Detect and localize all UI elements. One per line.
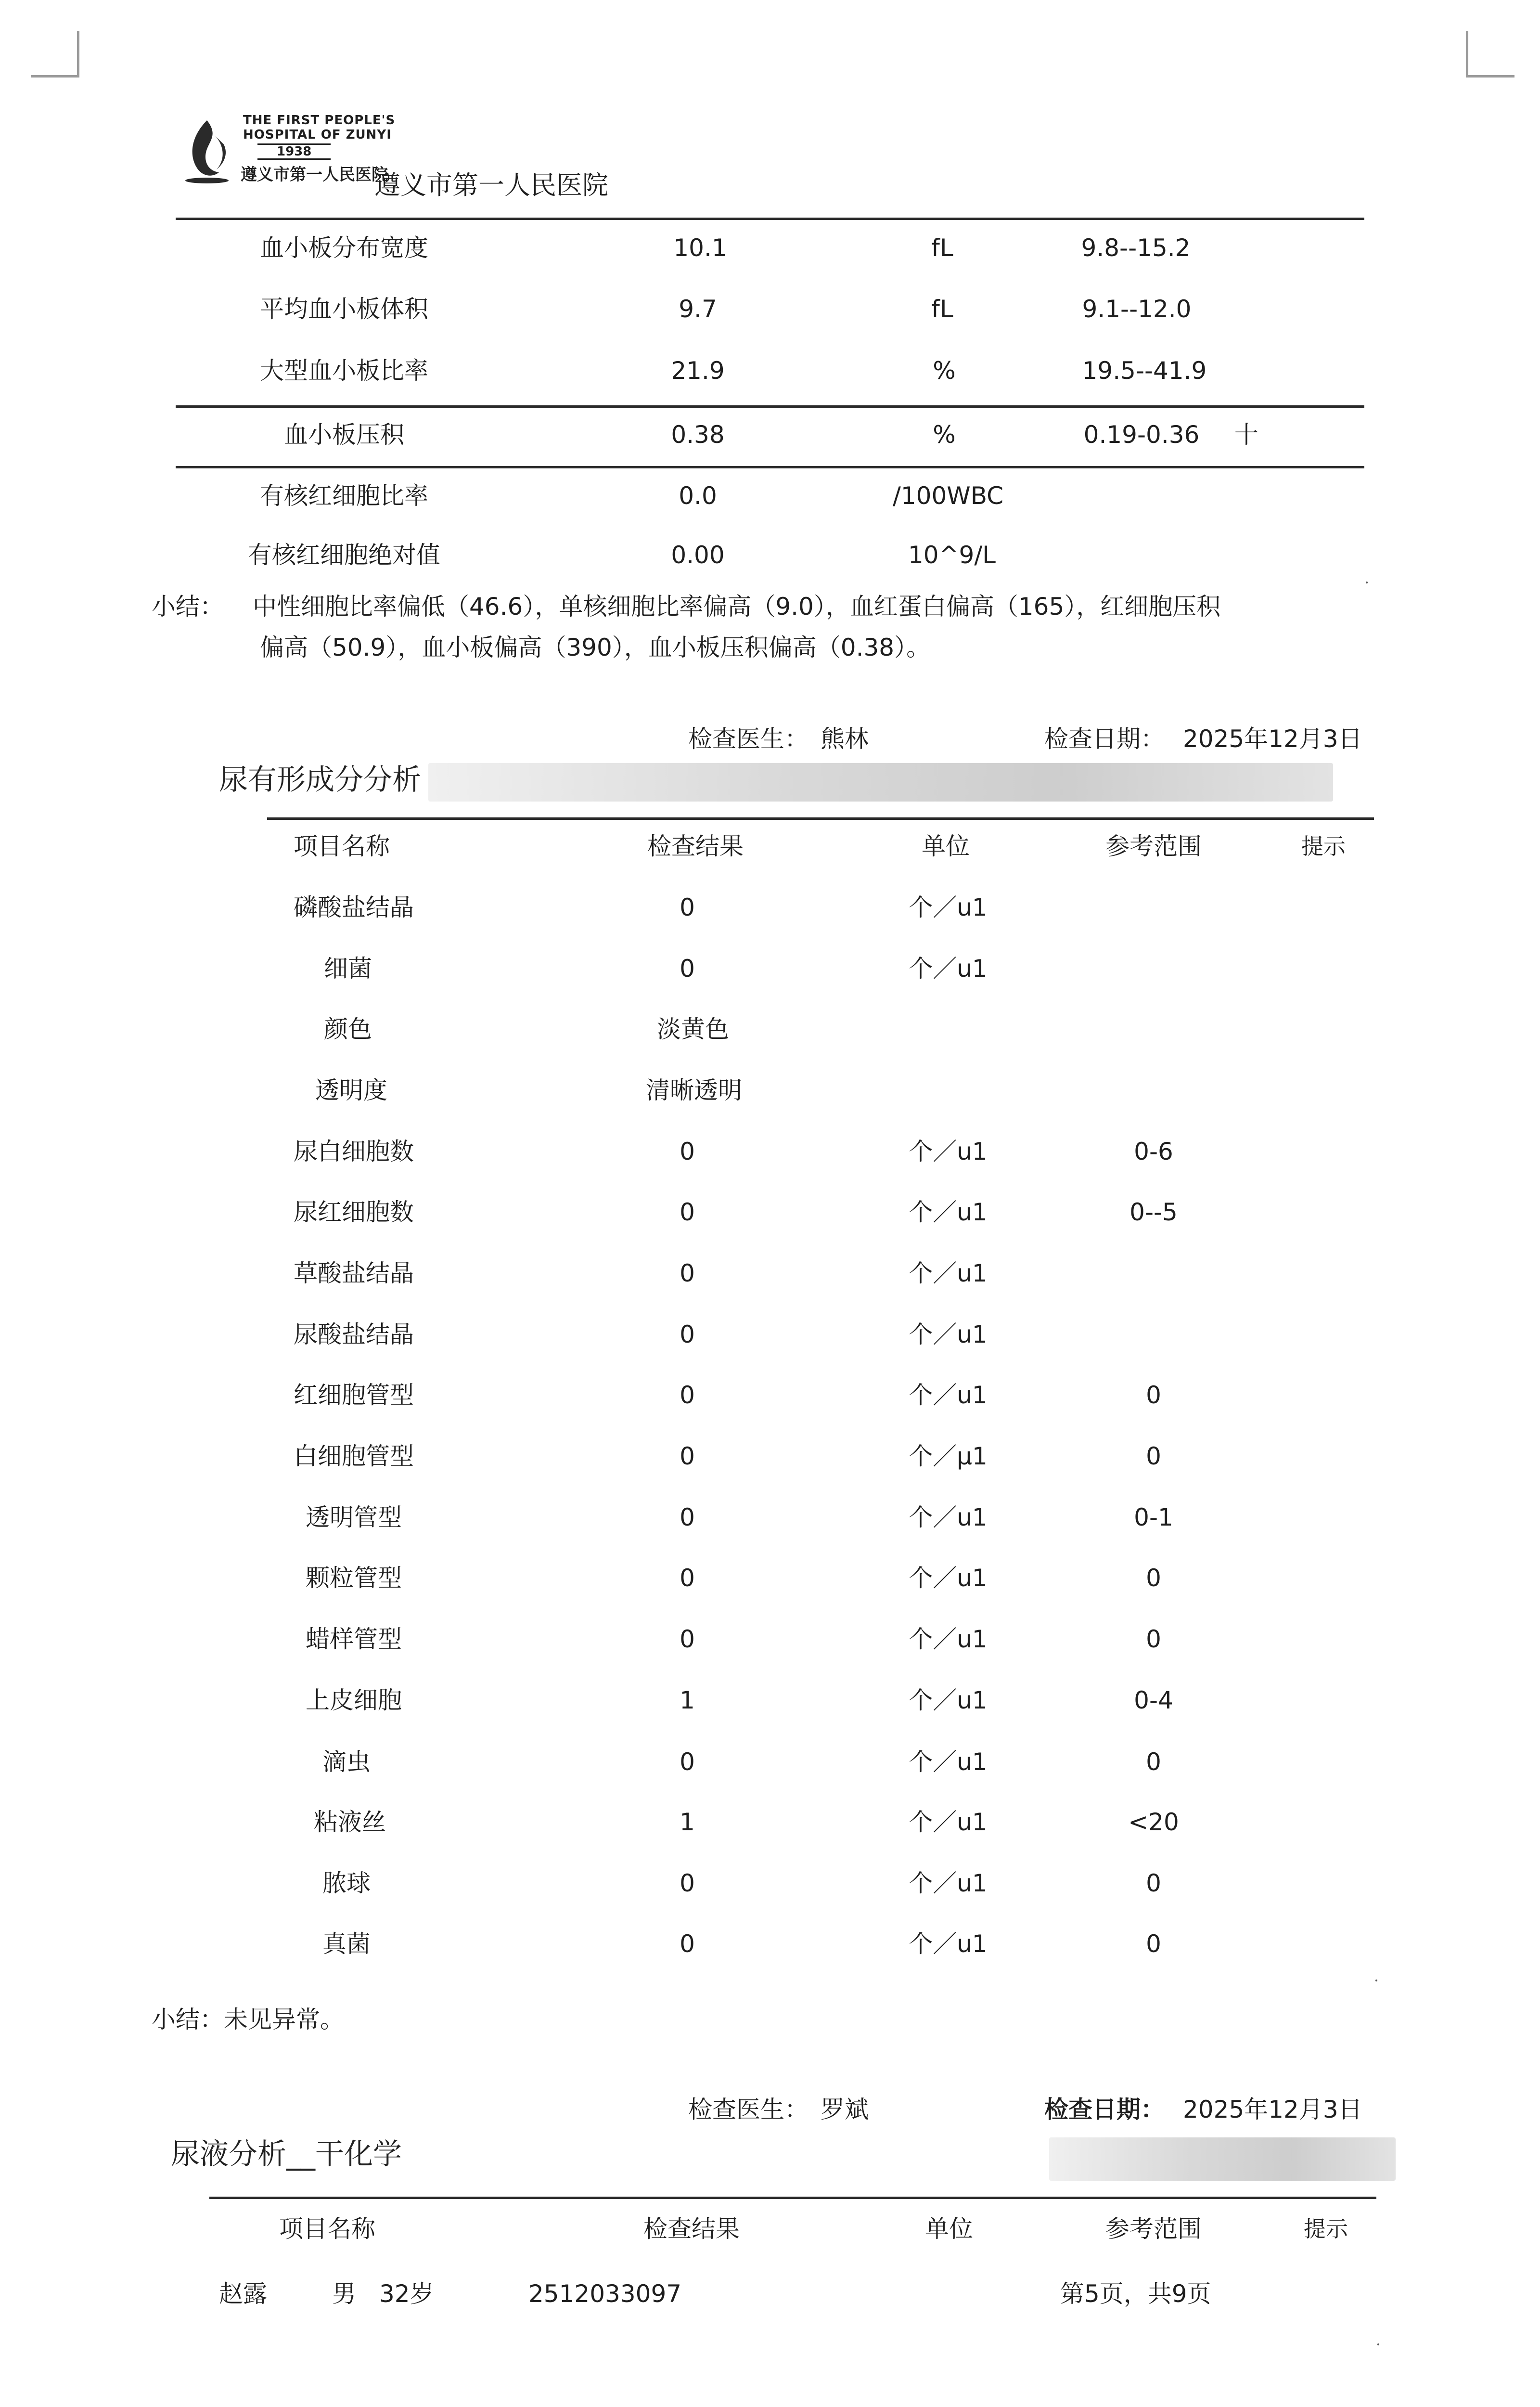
item-unit: 个／u1 bbox=[909, 1138, 988, 1165]
item-name: 血小板分布宽度 bbox=[260, 234, 428, 262]
item-result: 0 bbox=[680, 1869, 695, 1897]
item-unit: 个／u1 bbox=[909, 1686, 988, 1714]
row-divider bbox=[176, 405, 1364, 408]
item-name: 脓球 bbox=[322, 1869, 371, 1897]
item-range: 0 bbox=[1146, 1930, 1161, 1958]
item-range: 0-1 bbox=[1134, 1503, 1173, 1531]
item-result: 0 bbox=[680, 1503, 695, 1531]
summary-line-1: 中性细胞比率偏低（46.6），单核细胞比率偏高（9.0），血红蛋白偏高（165），红细胞压积 bbox=[253, 593, 1221, 621]
item-result: 0 bbox=[680, 1320, 695, 1348]
item-range: 0--5 bbox=[1129, 1198, 1178, 1226]
corner-mark-top-right bbox=[1466, 31, 1514, 78]
item-unit: 个／u1 bbox=[909, 1381, 988, 1409]
item-unit: 个／u1 bbox=[909, 1564, 988, 1592]
item-name: 红细胞管型 bbox=[294, 1381, 414, 1409]
section-divider bbox=[209, 2197, 1376, 2199]
item-unit: 个／u1 bbox=[909, 1625, 988, 1653]
item-name: 有核红细胞比率 bbox=[260, 482, 428, 510]
item-range: 9.1--12.0 bbox=[1082, 295, 1192, 323]
item-result: 0.0 bbox=[679, 482, 717, 510]
item-name: 白细胞管型 bbox=[294, 1442, 414, 1470]
header-unit: 单位 bbox=[925, 2215, 973, 2243]
item-result: 1 bbox=[680, 1808, 695, 1836]
item-unit: 个／u1 bbox=[909, 1748, 988, 1776]
item-result: 清晰透明 bbox=[646, 1076, 742, 1104]
summary-label: 小结： bbox=[152, 593, 224, 621]
item-name: 平均血小板体积 bbox=[260, 295, 428, 323]
logo-text-cn: 遵义市第一人民医院 bbox=[241, 165, 388, 184]
doctor-label: 检查医生： bbox=[688, 725, 808, 753]
scan-speck bbox=[1375, 1980, 1377, 1981]
item-range: 0 bbox=[1146, 1748, 1161, 1776]
item-range: <20 bbox=[1128, 1808, 1179, 1836]
scan-speck bbox=[1377, 2343, 1379, 2345]
item-result: 0 bbox=[680, 1930, 695, 1958]
item-unit: % bbox=[933, 421, 956, 449]
item-unit: 个／u1 bbox=[909, 1930, 988, 1958]
item-unit: 个／u1 bbox=[909, 893, 988, 921]
item-result: 0.38 bbox=[671, 421, 725, 449]
section-divider bbox=[267, 817, 1374, 820]
item-range: 9.8--15.2 bbox=[1081, 234, 1191, 262]
item-range: 0 bbox=[1146, 1869, 1161, 1897]
item-unit: 个／u1 bbox=[909, 1869, 988, 1897]
item-result: 0 bbox=[680, 1442, 695, 1470]
item-result: 9.7 bbox=[679, 295, 717, 323]
item-result: 0.00 bbox=[671, 541, 725, 569]
item-name: 血小板压积 bbox=[284, 421, 404, 449]
flame-logo-icon bbox=[178, 116, 241, 188]
item-unit: /100WBC bbox=[892, 482, 1004, 510]
header-divider bbox=[176, 218, 1364, 220]
header-range: 参考范围 bbox=[1105, 2215, 1202, 2243]
item-unit: 个／u1 bbox=[909, 1808, 988, 1836]
header-unit: 单位 bbox=[922, 832, 970, 860]
item-name: 真菌 bbox=[322, 1930, 371, 1958]
header-name: 项目名称 bbox=[294, 832, 390, 860]
item-result: 0 bbox=[680, 893, 695, 921]
item-result: 淡黄色 bbox=[657, 1015, 729, 1043]
logo-year: 1938 bbox=[257, 143, 331, 160]
item-name: 尿白细胞数 bbox=[294, 1138, 414, 1165]
item-result: 0 bbox=[680, 1259, 695, 1287]
item-name: 颜色 bbox=[324, 1015, 372, 1043]
item-result: 0 bbox=[680, 1564, 695, 1592]
item-result: 0 bbox=[680, 1625, 695, 1653]
item-range: 0 bbox=[1146, 1381, 1161, 1409]
section-title: 尿有形成分分析 bbox=[219, 763, 421, 797]
item-name: 尿酸盐结晶 bbox=[294, 1320, 414, 1348]
abnormal-flag: 十 bbox=[1234, 421, 1258, 449]
patient-id: 2512033097 bbox=[528, 2280, 682, 2308]
section-title: 尿液分析__干化学 bbox=[171, 2137, 402, 2171]
summary-text: 小结：未见异常。 bbox=[152, 2006, 344, 2033]
item-range: 0 bbox=[1146, 1442, 1161, 1470]
header-result: 检查结果 bbox=[647, 832, 744, 860]
exam-date: 2025年12月3日 bbox=[1183, 725, 1362, 753]
header-name: 项目名称 bbox=[279, 2215, 375, 2243]
row-divider bbox=[176, 466, 1364, 468]
item-result: 21.9 bbox=[671, 357, 725, 385]
item-name: 蜡样管型 bbox=[306, 1625, 402, 1653]
item-name: 粘液丝 bbox=[314, 1808, 386, 1836]
patient-name: 赵露 bbox=[219, 2280, 267, 2308]
item-unit: 个／u1 bbox=[909, 1503, 988, 1531]
item-name: 滴虫 bbox=[322, 1748, 371, 1776]
item-unit: 个／u1 bbox=[909, 1198, 988, 1226]
date-label: 检查日期： bbox=[1044, 2096, 1165, 2123]
item-result: 0 bbox=[680, 1381, 695, 1409]
item-result: 1 bbox=[680, 1686, 695, 1714]
item-range: 0.19-0.36 bbox=[1083, 421, 1200, 449]
item-unit: fL bbox=[931, 234, 953, 262]
item-range: 0-6 bbox=[1134, 1138, 1173, 1165]
item-name: 上皮细胞 bbox=[306, 1686, 402, 1714]
header-flag: 提示 bbox=[1304, 2216, 1348, 2242]
doctor-label: 检查医生： bbox=[688, 2096, 808, 2123]
hospital-name: 遵义市第一人民医院 bbox=[374, 170, 608, 200]
item-range: 0 bbox=[1146, 1625, 1161, 1653]
header-range: 参考范围 bbox=[1105, 832, 1202, 860]
summary-line-2: 偏高（50.9），血小板偏高（390），血小板压积偏高（0.38）。 bbox=[260, 634, 931, 661]
item-unit: 个／u1 bbox=[909, 955, 988, 983]
doctor-name: 熊林 bbox=[821, 725, 869, 753]
item-name: 草酸盐结晶 bbox=[294, 1259, 414, 1287]
item-name: 透明度 bbox=[315, 1076, 387, 1104]
corner-mark-top-left bbox=[31, 31, 79, 78]
item-name: 颗粒管型 bbox=[306, 1564, 402, 1592]
item-name: 有核红细胞绝对值 bbox=[248, 541, 440, 569]
date-label: 检查日期： bbox=[1044, 725, 1165, 753]
page-number: 第5页，共9页 bbox=[1060, 2280, 1211, 2308]
header-result: 检查结果 bbox=[643, 2215, 740, 2243]
logo-text-en1: THE FIRST PEOPLE'S bbox=[243, 113, 396, 128]
scan-speck bbox=[1366, 582, 1368, 583]
item-name: 磷酸盐结晶 bbox=[294, 893, 414, 921]
item-name: 细菌 bbox=[324, 955, 372, 983]
item-unit: fL bbox=[931, 295, 953, 323]
item-range: 0 bbox=[1146, 1564, 1161, 1592]
exam-date: 2025年12月3日 bbox=[1183, 2096, 1362, 2123]
item-unit: 个／u1 bbox=[909, 1259, 988, 1287]
item-result: 0 bbox=[680, 1198, 695, 1226]
item-name: 大型血小板比率 bbox=[260, 357, 428, 385]
item-unit: 10^9/L bbox=[908, 541, 996, 569]
item-unit: % bbox=[933, 357, 956, 385]
hospital-logo bbox=[173, 113, 396, 190]
item-result: 0 bbox=[680, 1748, 695, 1776]
patient-age: 32岁 bbox=[379, 2280, 434, 2308]
item-range: 19.5--41.9 bbox=[1082, 357, 1207, 385]
doctor-name: 罗斌 bbox=[821, 2096, 869, 2123]
item-name: 透明管型 bbox=[306, 1503, 402, 1531]
item-result: 0 bbox=[680, 1138, 695, 1165]
item-result: 10.1 bbox=[673, 234, 727, 262]
item-name: 尿红细胞数 bbox=[294, 1198, 414, 1226]
item-unit: 个／u1 bbox=[909, 1320, 988, 1348]
logo-text-en2: HOSPITAL OF ZUNYI bbox=[243, 128, 392, 142]
item-result: 0 bbox=[680, 955, 695, 983]
scan-smudge bbox=[428, 763, 1333, 802]
header-flag: 提示 bbox=[1301, 833, 1346, 859]
scan-smudge bbox=[1049, 2137, 1396, 2181]
item-unit: 个／μ1 bbox=[909, 1442, 988, 1470]
patient-sex: 男 bbox=[332, 2280, 356, 2308]
item-range: 0-4 bbox=[1134, 1686, 1173, 1714]
